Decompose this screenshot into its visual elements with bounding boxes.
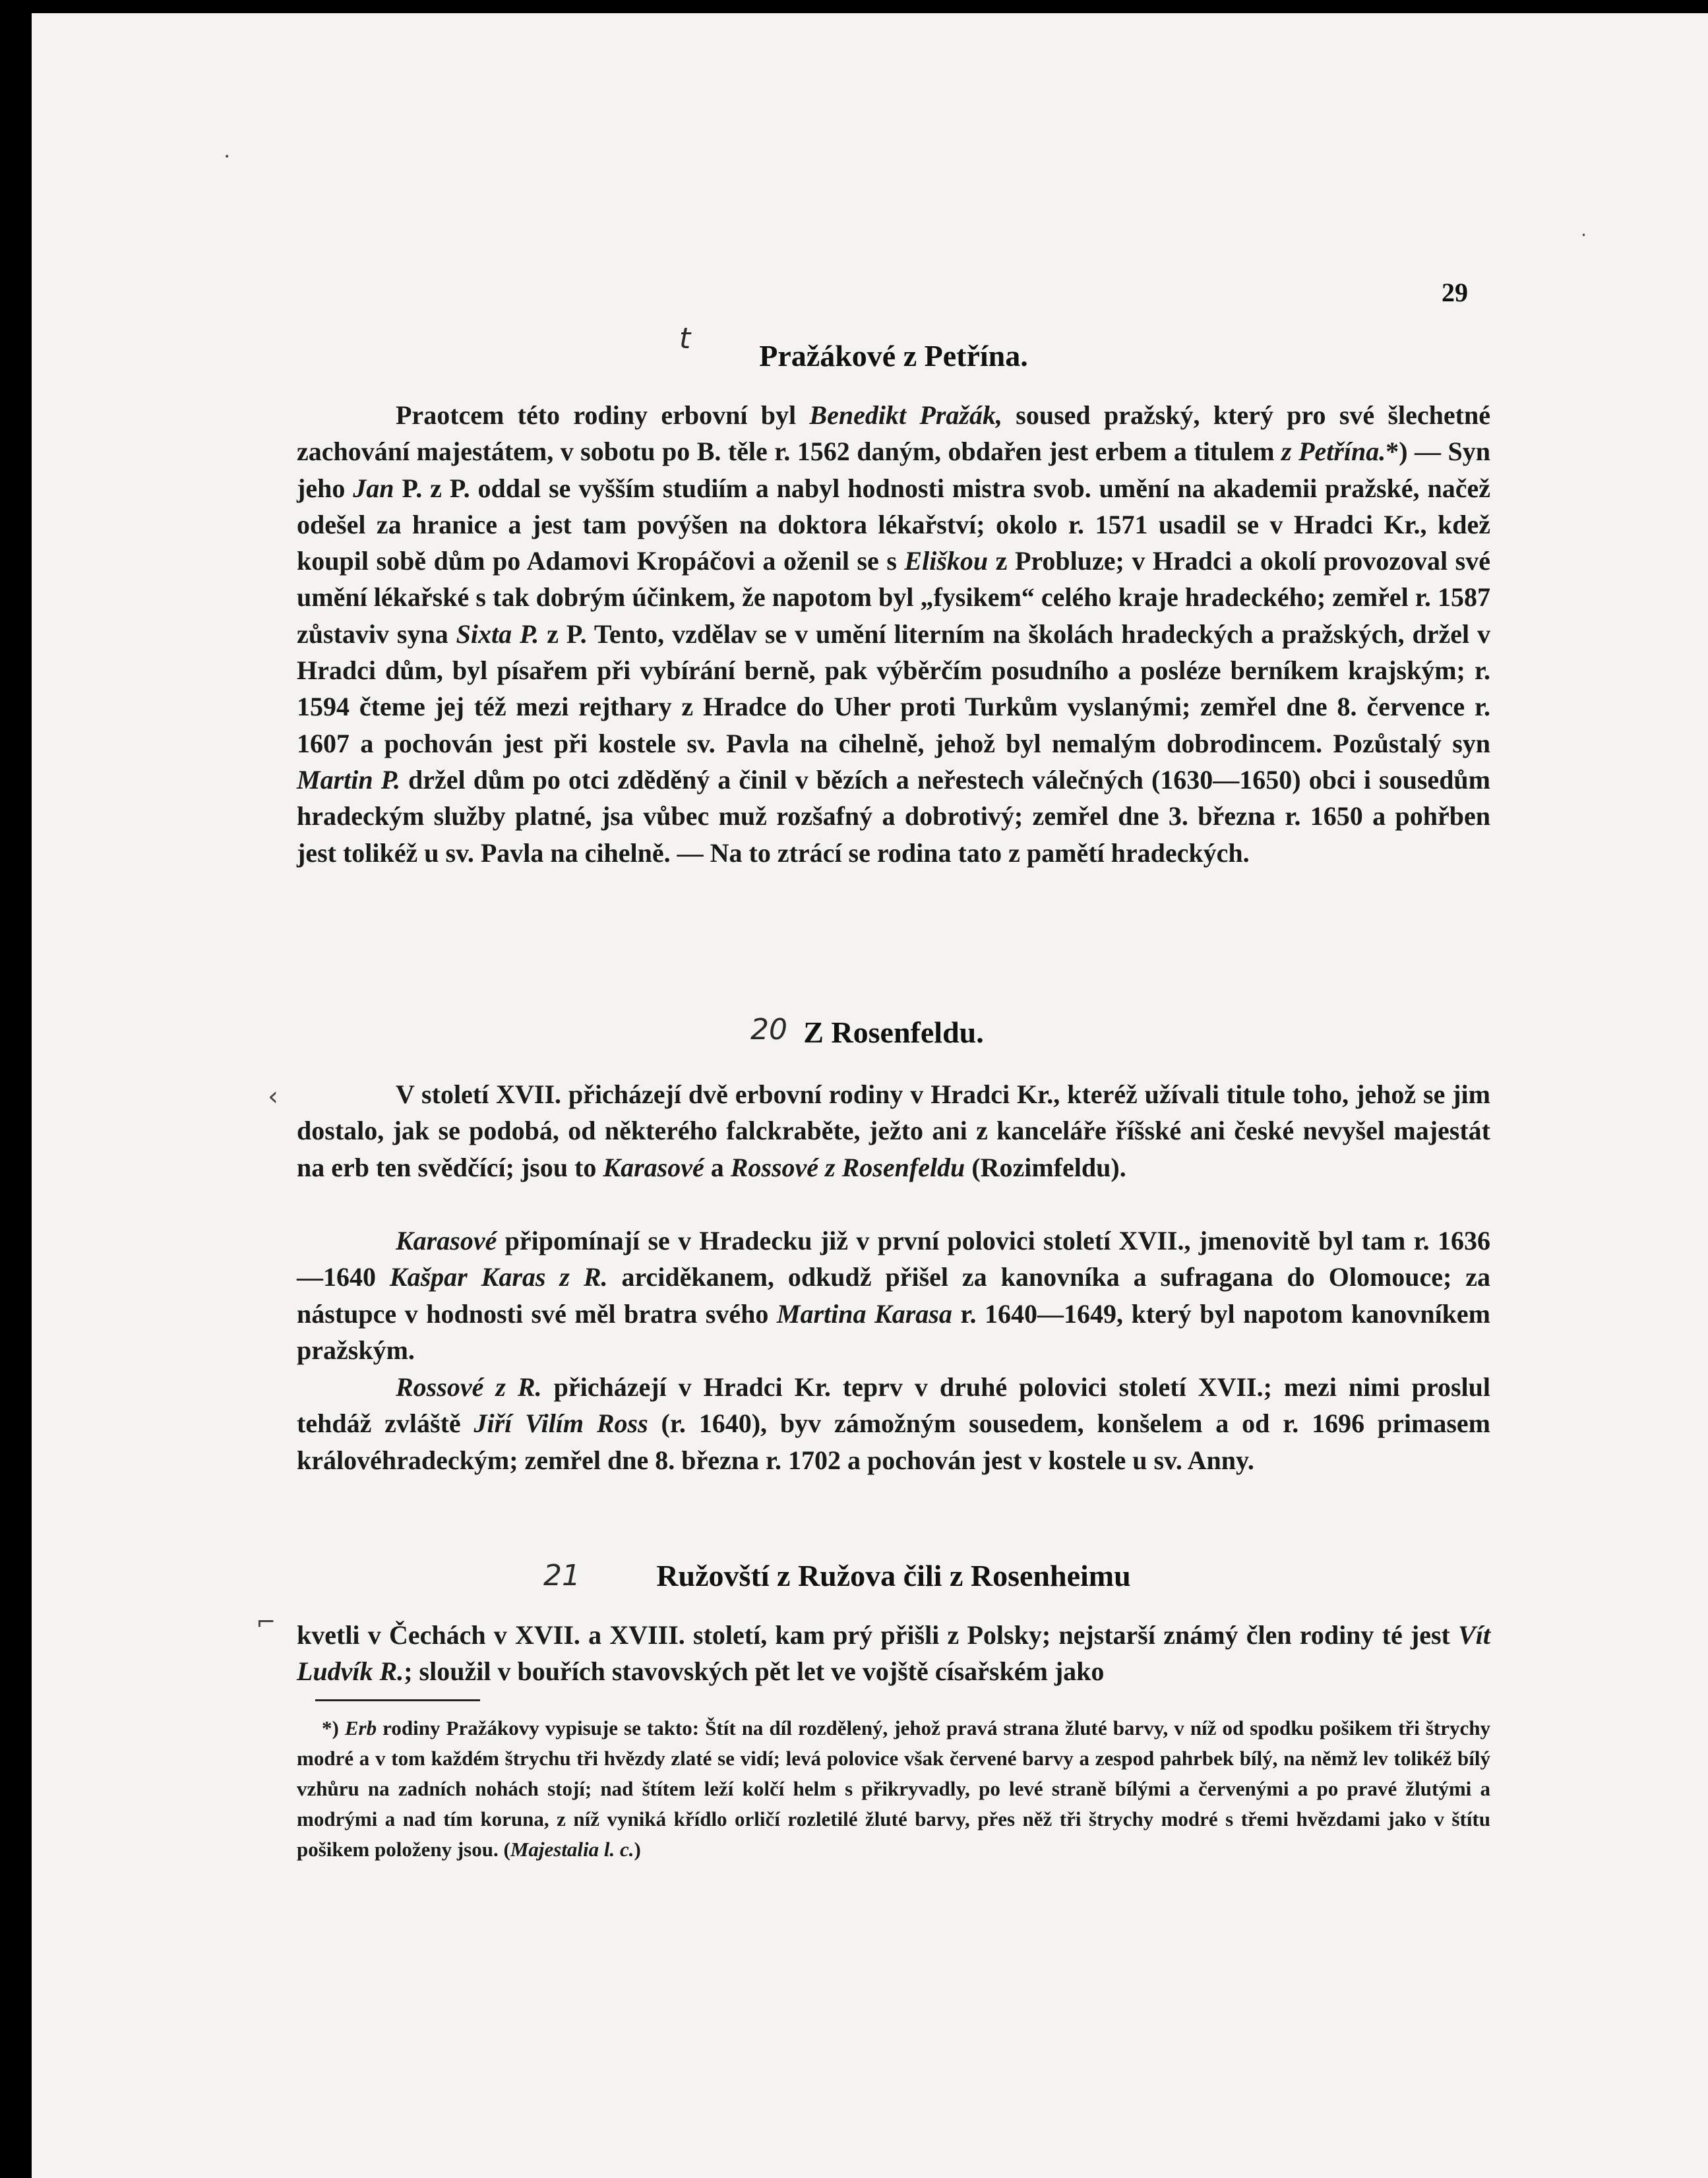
handwritten-annotation: 21 [543, 1559, 580, 1592]
handwritten-annotation: 20 [750, 1013, 787, 1046]
section-heading-ruzovsti: Ružovští z Ružova čili z Rosenheimu [656, 1559, 1131, 1592]
page-number: 29 [1442, 278, 1468, 307]
paragraph-rosenfeldu-1: V století XVII. přicházejí dvě erbovní rodiny v Hradci Kr., kteréž užívali titule toho, jehož se jim dostalo, jak se podobá, od některého falckraběte, ježto ani z kanceláře říšské ani české nevyšel majestát na erb ten svědčící; jsou to Karasové a Rossové z Rosenfeldu (Rozimfeldu). [297, 1079, 1490, 1182]
margin-mark: ⌐ [256, 1609, 276, 1636]
paragraph-ruzovsti: kvetli v Čechách v XVII. a XVIII. století, kam prý přišli z Polsky; nejstarší známý člen rodiny té jest Vít Ludvík R.; sloužil v bouřích stavovských pět let ve vojště císařském jako [297, 1620, 1490, 1687]
margin-mark: ‹ [268, 1081, 278, 1112]
scan-speck: • [224, 152, 230, 162]
section-heading-rosenfeldu: Z Rosenfeldu. [803, 1015, 984, 1049]
paragraph-rosenfeldu-3: Rossové z R. přicházejí v Hradci Kr. teprv v druhé polovici století XVII.; mezi nimi proslul tehdáž zvláště Jiří Vilím Ross (r. 1640), byv zámožným sousedem, konšelem a od r. 1696 primasem královéhradeckým; zemřel dne 8. března r. 1702 a pochován jest v kostele u sv. Anny. [297, 1372, 1490, 1475]
scan-speck: • [1581, 231, 1587, 240]
footnote: *) Erb rodiny Pražákovy vypisuje se takto: Štít na díl rozdělený, jehož pravá strana žluté barvy, v níž od spodku pošikem tři štrychy modré a v tom každém štrychu tři hvězdy zlaté se vidí; levá polovice však červené barvy a zespod pahrbek bílý, na němž lev tolikéž bílý vzhůru na zadních nohách stojí; nad štítem leží kolčí helm s přikryvadly, po levé straně bílými a červenými a po pravé žlutými a modrými a nad tím koruna, z níž vyniká křídlo orličí rozletilé žluté barvy, přes něž tři štrychy modré s třemi hvězdami jako v štítu pošikem položeny jsou. (Majestalia l. c.) [297, 1716, 1490, 1861]
scanned-page [32, 13, 1708, 2178]
section-heading-prazakove: Pražákové z Petřína. [759, 339, 1028, 373]
handwritten-annotation: t [679, 322, 691, 355]
paragraph-prazakove: Praotcem této rodiny erbovní byl Benedikt Pražák, soused pražský, který pro své šlechetné zachování majestátem, v sobotu po B. těle r. 1562 daným, obdařen jest erbem a titulem z Petřína.*) — Syn jeho Jan P. z P. oddal se vyšším studiím a nabyl hodnosti mistra svob. umění na akademii pražské, načež odešel za hranice a jest tam povýšen na doktora lékařství; okolo r. 1571 usadil se v Hradci Kr., kdež koupil sobě dům po Adamovi Kropáčovi a oženil se s Eliškou z Probluze; v Hradci a okolí provozoval své umění lékařské s tak dobrým účinkem, že napotom byl „fysikem“ celého kraje hradeckého; zemřel r. 1587 zůstaviv syna Sixta P. z P. Tento, vzdělav se v umění literním na školách hradeckých a pražských, držel v Hradci dům, byl písařem při vybírání berně, pak výběrčím posudního a posléze berníkem krajským; r. 1594 čteme jej též mezi rejthary z Hradce do Uher proti Turkům vyslanými; zemřel dne 8. července r. 1607 a pochován jest při kostele sv. Pavla na cihelně, jehož byl nemalým dobrodincem. Pozůstalý syn Martin P. držel dům po otci zděděný a činil v bězích a neřestech válečných (1630—1650) obci i sousedům hradeckým služby platné, jsa vůbec muž rozšafný a dobrotivý; zemřel dne 3. března r. 1650 a pohřben jest tolikéž u sv. Pavla na cihelně. — Na to ztrácí se rodina tato z pamětí hradeckých. [297, 400, 1491, 868]
paragraph-rosenfeldu-2: Karasové připomínají se v Hradecku již v první polovici století XVII., jmenovitě byl tam r. 1636—1640 Kašpar Karas z R. arciděkanem, odkudž přišel za kanovníka a sufragana do Olomouce; za nástupce v hodnosti své měl bratra svého Martina Karasa r. 1640—1649, který byl napotom kanovníkem pražským. [297, 1226, 1491, 1365]
footnote-separator [315, 1699, 480, 1701]
